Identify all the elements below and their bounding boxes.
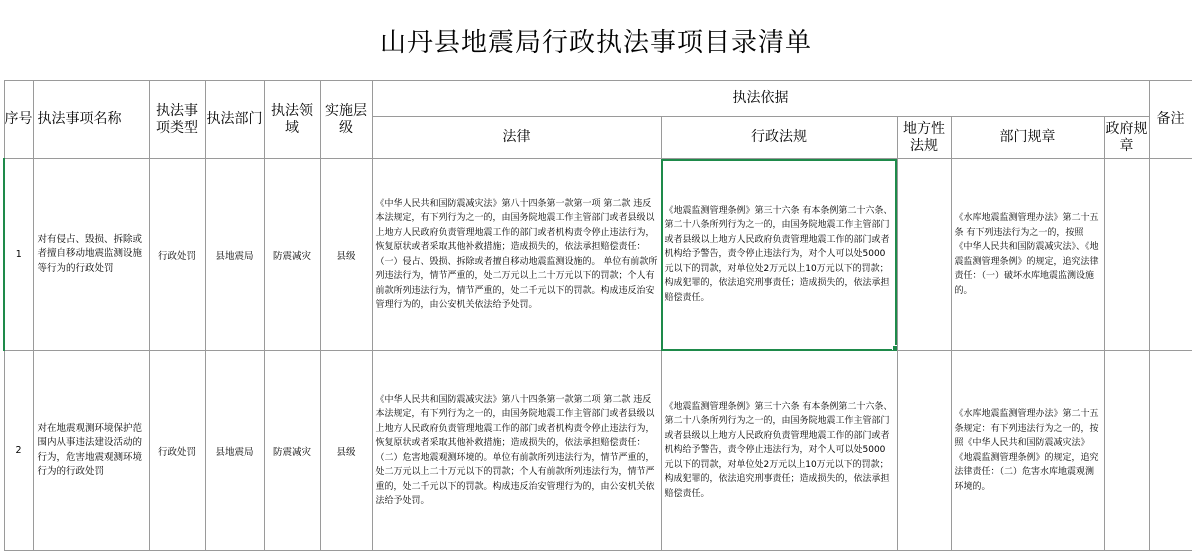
cell-regulation-text: 《地震监测管理条例》第三十六条 有本条例第二十六条、第二十八条所列行为之一的，由国务院地震工作主管部门或者县级以上地方人民政府负责管理地震工作的部门或者机构给予警告，责令停止违法行为，对个人可以处5000元以下的罚款，对单位处2万元以上10万元以下的罚款；构成犯罪的，依法追究刑事责任；造成损失的，依法承担赔偿责任。	[664, 401, 893, 499]
table-row	[4, 159, 1192, 351]
cell-field[interactable]: 防震减灾	[264, 351, 320, 551]
header-law[interactable]: 法律	[372, 117, 661, 159]
header-row-1	[4, 81, 1192, 117]
cell-seq[interactable]: 1	[4, 159, 33, 351]
cell-gov-rule[interactable]	[1104, 159, 1149, 351]
header-note[interactable]: 备注	[1149, 81, 1192, 159]
cell-gov-rule[interactable]	[1104, 351, 1149, 551]
header-regulation[interactable]: 行政法规	[661, 117, 897, 159]
header-level[interactable]: 实施层级	[320, 81, 372, 159]
cell-field[interactable]: 防震减灾	[264, 159, 320, 351]
cell-name[interactable]: 对有侵占、毁损、拆除或者擅自移动地震监测设施等行为的行政处罚	[33, 159, 149, 351]
cell-dept-rule[interactable]	[951, 159, 1104, 351]
fill-handle[interactable]	[892, 345, 898, 351]
cell-law[interactable]	[372, 159, 661, 351]
cell-level[interactable]: 县级	[320, 159, 372, 351]
cell-seq[interactable]: 2	[4, 351, 33, 551]
header-dept-rule[interactable]: 部门规章	[951, 117, 1104, 159]
cell-law[interactable]	[372, 351, 661, 551]
cell-dept-rule[interactable]	[951, 351, 1104, 551]
cell-note[interactable]	[1149, 351, 1192, 551]
cell-local[interactable]	[897, 159, 951, 351]
cell-dept[interactable]: 县地震局	[205, 159, 264, 351]
header-local[interactable]: 地方性法规	[897, 117, 951, 159]
header-gov-rule[interactable]: 政府规章	[1104, 117, 1149, 159]
cell-law-text: 《中华人民共和国防震减灾法》第八十四条第一款第一项 第二款 违反本法规定，有下列行为之一的，由国务院地震工作主管部门或者县级以上地方人民政府负责管理地震工作的部门或者机构责令停止违法行为，恢复原状或者采取其他补救措施；造成损失的，依法承担赔偿责任：（一）侵占、毁损、拆除或者擅自移动地震监测设施的。 单位有前款所列违法行为，情节严重的，处二万元以上二十万元以下的罚款；个人有前款所列违法行为，情节严重的，处二千元以下的罚款。构成违反治安管理行为的，由公安机关依法给予处罚。	[375, 198, 658, 310]
cell-type[interactable]: 行政处罚	[149, 351, 205, 551]
enforcement-table	[3, 80, 1192, 551]
cell-dept-rule-text: 《水库地震监测管理办法》第二十五条 有下列违法行为之一的，按照《中华人民共和国防震减灾法》、《地震监测管理条例》的规定，追究法律责任：（一）破坏水库地震监测设施的。	[954, 213, 1099, 296]
page-title: 山丹县地震局行政执法事项目录清单	[379, 27, 812, 58]
cell-note[interactable]	[1149, 159, 1192, 351]
header-seq[interactable]: 序号	[4, 81, 33, 159]
header-field[interactable]: 执法领域	[264, 81, 320, 159]
cell-local[interactable]	[897, 351, 951, 551]
cell-regulation-selected[interactable]	[661, 159, 897, 351]
cell-type[interactable]: 行政处罚	[149, 159, 205, 351]
cell-level[interactable]: 县级	[320, 351, 372, 551]
cell-dept[interactable]: 县地震局	[205, 351, 264, 551]
header-basis[interactable]: 执法依据	[372, 81, 1149, 117]
cell-regulation[interactable]	[661, 351, 897, 551]
header-name[interactable]: 执法事项名称	[33, 81, 149, 159]
cell-name[interactable]: 对在地震观测环境保护范围内从事违法建设活动的行为，危害地震观测环境行为的行政处罚	[33, 351, 149, 551]
cell-law-text: 《中华人民共和国防震减灾法》第八十四条第一款第二项 第二款 违反本法规定，有下列行为之一的，由国务院地震工作主管部门或者县级以上地方人民政府负责管理地震工作的部门或者机构责令停止违法行为，恢复原状或者采取其他补救措施；造成损失的，依法承担赔偿责任：（二）危害地震观测环境的。单位有前款所列违法行为，情节严重的，处二万元以上二十万元以下的罚款；个人有前款所列违法行为，情节严重的，处二千元以下的罚款。构成违反治安管理行为的，由公安机关依法给予处罚。	[375, 394, 655, 506]
cell-regulation-text: 《地震监测管理条例》第三十六条 有本条例第二十六条、第二十八条所列行为之一的，由国务院地震工作主管部门或者县级以上地方人民政府负责管理地震工作的部门或者机构给予警告，责令停止违法行为，对个人可以处5000元以下的罚款，对单位处2万元以上10万元以下的罚款；构成犯罪的，依法追究刑事责任；造成损失的，依法承担赔偿责任。	[664, 205, 893, 303]
table-row	[4, 351, 1192, 551]
header-dept[interactable]: 执法部门	[205, 81, 264, 159]
cell-dept-rule-text: 《水库地震监测管理办法》第二十五条规定：有下列违法行为之一的，按照《中华人民共和国防震减灾法》《地震监测管理条例》的规定，追究法律责任：（二）危害水库地震观测环境的。	[954, 409, 1099, 492]
header-type[interactable]: 执法事项类型	[149, 81, 205, 159]
